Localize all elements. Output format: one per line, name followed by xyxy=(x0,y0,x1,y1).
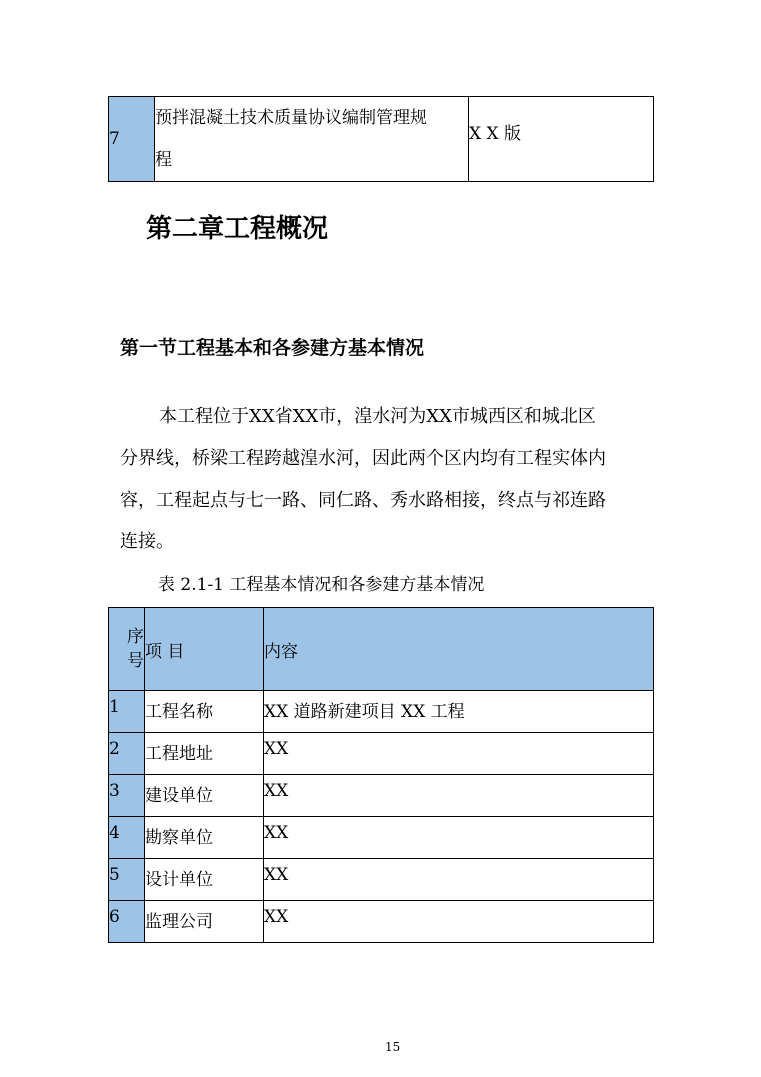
project-info-table xyxy=(108,607,654,943)
row-number: 7 xyxy=(109,97,155,182)
section-title: 第一节工程基本和各参建方基本情况 xyxy=(120,337,425,359)
table-row xyxy=(109,859,654,901)
row-number: 3 xyxy=(109,775,145,817)
row-item: 勘察单位 xyxy=(145,817,264,859)
paragraph-line: 分界线，桥梁工程跨越湟水河，因此两个区内均有工程实体内 xyxy=(120,448,606,469)
header-content: 内容 xyxy=(264,608,654,691)
row-number: 1 xyxy=(109,691,145,733)
paragraph-line: 容，工程起点与七一路、同仁路、秀水路相接，终点与祁连路 xyxy=(120,490,606,511)
header-num xyxy=(109,608,145,691)
table-row xyxy=(109,775,654,817)
chapter-title: 第二章工程概况 xyxy=(146,214,329,244)
standards-table-continued xyxy=(108,96,654,182)
row-number: 4 xyxy=(109,817,145,859)
table-header-row xyxy=(109,608,654,691)
row-content: XX xyxy=(264,775,654,817)
table-row xyxy=(109,733,654,775)
row-content: XX xyxy=(264,859,654,901)
row-item: 监理公司 xyxy=(145,901,264,943)
row-number: 6 xyxy=(109,901,145,943)
row-item: 设计单位 xyxy=(145,859,264,901)
row-number: 2 xyxy=(109,733,145,775)
table-caption: 表 2.1-1 工程基本情况和各参建方基本情况 xyxy=(158,575,485,595)
table-row xyxy=(109,691,654,733)
item-line: 预拌混凝土技术质量协议编制管理规 xyxy=(155,108,427,128)
table-row xyxy=(109,97,654,182)
header-num-line: 序 xyxy=(127,627,144,647)
header-num-line: 号 xyxy=(127,651,144,671)
header-item: 项 目 xyxy=(145,608,264,691)
row-content: X X 版 xyxy=(469,97,654,182)
row-item: 工程名称 xyxy=(145,691,264,733)
paragraph-line: 连接。 xyxy=(120,531,174,552)
row-item: 工程地址 xyxy=(145,733,264,775)
row-item: 建设单位 xyxy=(145,775,264,817)
item-line: 程 xyxy=(155,150,172,170)
page-number: 15 xyxy=(385,1040,401,1054)
row-content: XX xyxy=(264,901,654,943)
row-content: XX 道路新建项目 XX 工程 xyxy=(264,691,654,733)
row-number: 5 xyxy=(109,859,145,901)
paragraph-line: 本工程位于XX省XX市，湟水河为XX市城西区和城北区 xyxy=(159,406,596,427)
table-row xyxy=(109,901,654,943)
table-row xyxy=(109,817,654,859)
row-content: XX xyxy=(264,817,654,859)
row-content: XX xyxy=(264,733,654,775)
row-item xyxy=(155,97,469,182)
